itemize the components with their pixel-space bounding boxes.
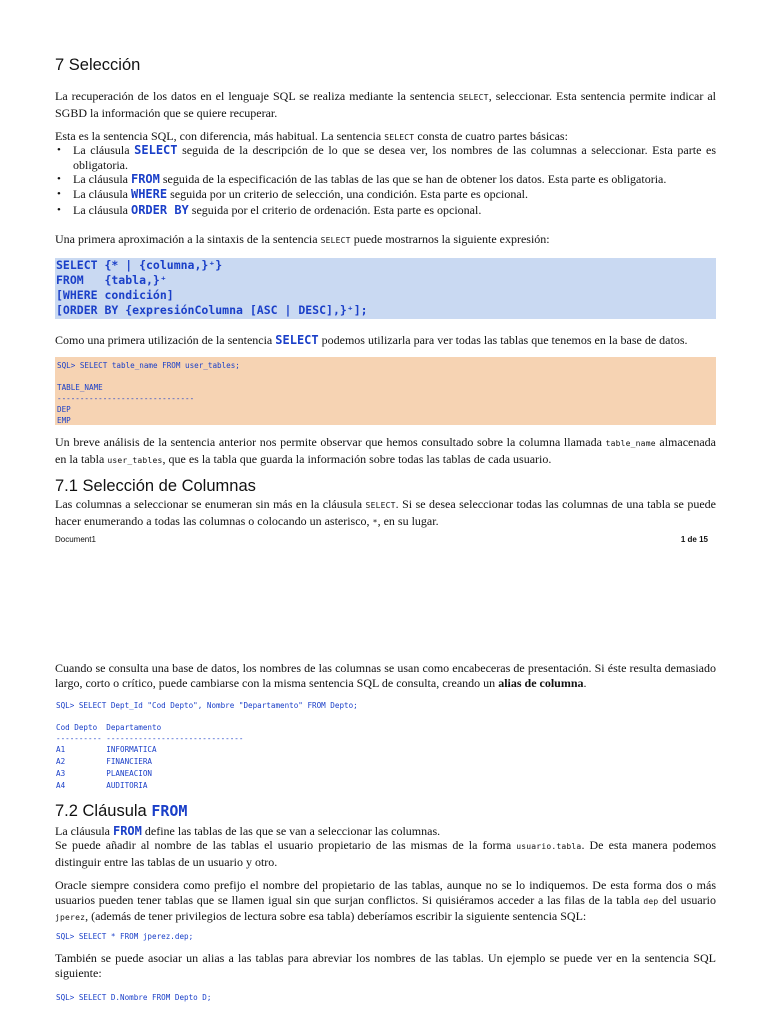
code-line: SQL> SELECT * FROM jperez.dep; [56,932,194,941]
list-item: • La cláusula FROM seguida de la especificación de las tablas de las que se han de obtener los datos. Esta parte es obligatoria. [55,172,716,187]
syntax-line: SELECT {* | {columna,}⁺} [56,258,223,272]
syntax-line: [ORDER BY {expresiónColumna [ASC | DESC],}⁺]; [56,303,368,317]
footer-document-name: Document1 [55,535,96,544]
alias-code-block [56,700,358,792]
code-line: A3 PLANEACION [56,769,153,778]
section-heading: 7.1 Selección de Columnas [55,477,256,495]
code-line [56,711,358,722]
alias-paragraph: Cuando se consulta una base de datos, los nombres de las columnas se usan como encabeceras de presentación. Si éste resulta demasiado largo, corto o crítico, puede cambiarse con la misma sentencia SQL de consulta, creando un alias de columna. [55,661,716,690]
list-item: • La cláusula ORDER BY seguida por el criterio de ordenación. Esta parte es opcional. [55,203,716,218]
parts-intro: Esta es la sentencia SQL, con diferencia, más habitual. La sentencia SELECT consta de cuatro partes básicas: [55,129,568,143]
list-item: • La cláusula SELECT seguida de la descripción de lo que se desea ver, los nombres de las columnas a seleccionar. Esta parte es obligatoria. [55,143,716,172]
code-box [55,357,716,425]
code-line: A2 FINANCIERA [56,757,153,766]
clauses-list [55,143,716,218]
syntax-intro: Una primera aproximación a la sintaxis de la sentencia SELECT puede mostrarnos la siguiente expresión: [55,232,550,246]
code-line: Cod Depto Departamento [56,723,162,732]
oracle-paragraph: Oracle siempre considera como prefijo el nombre del propietario de las tablas, aunque no se lo indiquemos. De esta forma dos o más usuarios pueden tener tablas que se llamen igual sin que surjan conflictos. Si quisiéramos acceder a las filas de la tabla dep del usuario jperez, (además de tener privilegios de lectura sobre esa tabla) deberíamos escribir la siguiente sentencia SQL: [55,878,716,923]
from-paragraph-1: La cláusula FROM define las tablas de las que se van a seleccionar las columnas. [55,824,441,838]
code-line [57,371,716,382]
code-line: ---------- ------------------------------ [56,734,244,743]
footer-page-number: 1 de 15 [680,535,708,544]
code-line: SQL> SELECT Dept_Id "Cod Depto", Nombre "Departamento" FROM Depto; [56,701,358,710]
code-line: SQL> SELECT D.Nombre FROM Depto D; [56,993,212,1002]
code-line: TABLE_NAME [57,383,103,392]
usage-paragraph: Como una primera utilización de la sentencia SELECT podemos utilizarla para ver todas las tablas que tenemos en la base de datos. [55,333,688,347]
list-item: • La cláusula WHERE seguida por un criterio de selección, una condición. Esta parte es opcional. [55,187,716,202]
page-title: 7 Selección [55,56,141,74]
code-line: SQL> SELECT table_name FROM user_tables; [57,361,240,370]
table-alias-paragraph: También se puede asociar un alias a las tablas para abreviar los nombres de las tablas. Un ejemplo se puede ver en la sentencia SQL siguiente: [55,951,716,980]
code-line: A4 AUDITORIA [56,781,148,790]
code-line: EMP [57,416,71,425]
syntax-line: FROM {tabla,}⁺ [56,273,167,287]
code-line: ------------------------------ [57,394,195,403]
code-line: A1 INFORMATICA [56,745,157,754]
analysis-paragraph: Un breve análisis de la sentencia anterior nos permite observar que hemos consultado sobre la columna llamada table_name almacenada en la tabla user_tables, que es la tabla que guarda la información sobre todas las tablas de cada usuario. [55,435,717,466]
intro-paragraph: La recuperación de los datos en el lenguaje SQL se realiza mediante la sentencia SELECT, seleccionar. Esta sentencia permite indicar al SGBD la información que se quiere recuperar. [55,89,716,120]
columns-paragraph: Las columnas a seleccionar se enumeran sin más en la cláusula SELECT. Si se desea seleccionar todas las columnas de una tabla se puede hacer enumerando a todas las columnas o colocando un asterisco, *, en su lugar. [55,497,716,528]
syntax-box [55,258,716,319]
from-paragraph-2: Se puede añadir al nombre de las tablas el usuario propietario de las mismas de la forma usuario.tabla. De esta manera podemos distinguir entre las tablas de un usuario y otro. [55,838,716,869]
syntax-line: [WHERE condición] [56,288,174,302]
section-heading: 7.2 Cláusula FROM [55,802,188,820]
code-line: DEP [57,405,71,414]
